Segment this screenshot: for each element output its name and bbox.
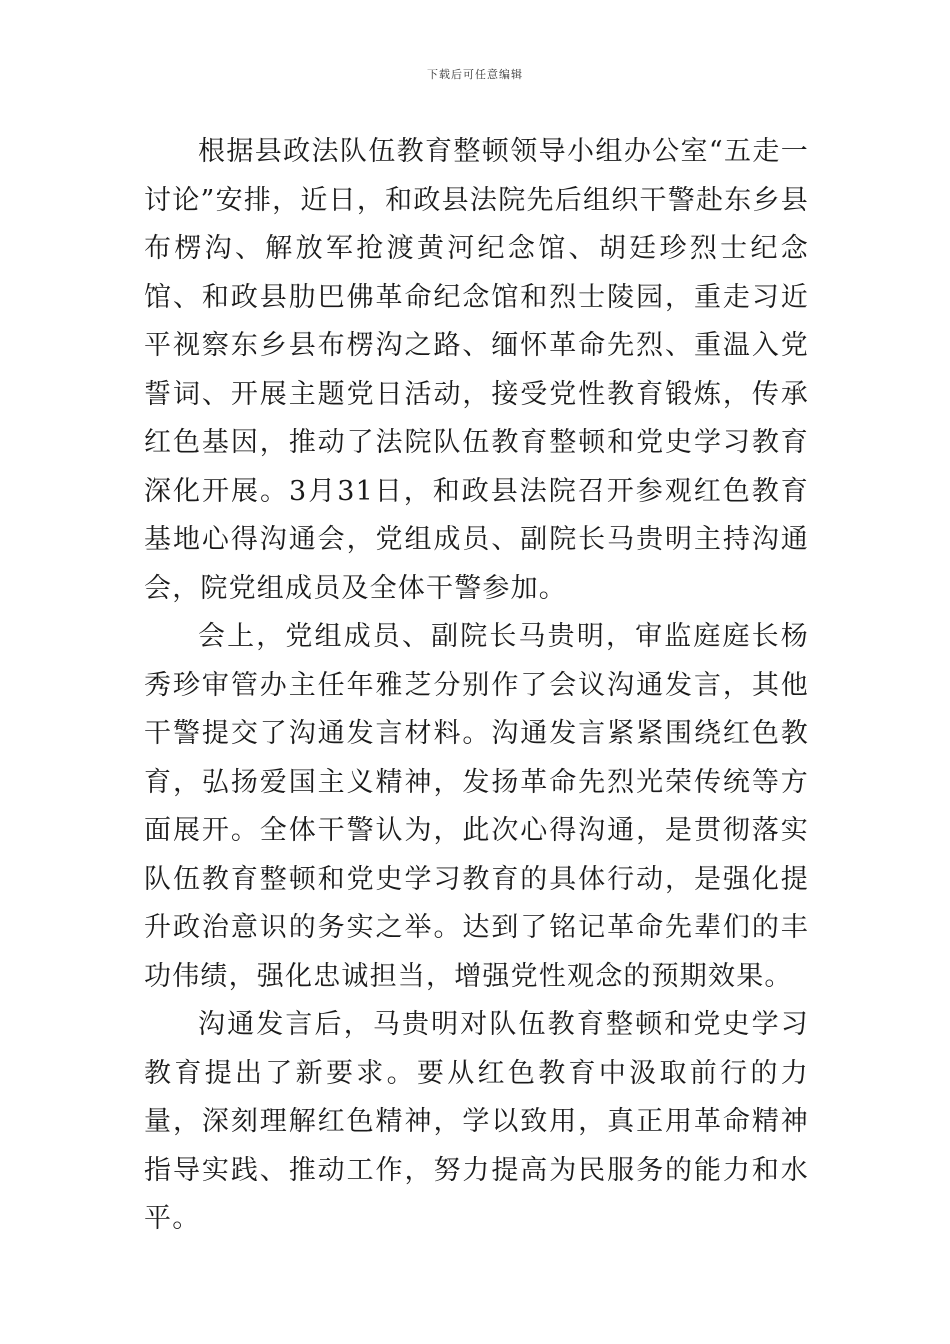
page-header-note: 下载后可任意编辑 [427,68,523,81]
article-body [144,128,809,1244]
paragraph-1: 根据县政法队伍教育整顿领导小组办公室“五走一讨论”安排，近日，和政县法院先后组织干警赴东乡县布楞沟、解放军抢渡黄河纪念馆、胡廷珍烈士纪念馆、和政县肋巴佛革命纪念馆和烈士陵园，重走习近平视察东乡县布楞沟之路、缅怀革命先烈、重温入党誓词、开展主题党日活动，接受党性教育锻炼，传承红色基因，推动了法院队伍教育整顿和党史学习教育深化开展。3月31日，和政县法院召开参观红色教育基地心得沟通会，党组成员、副院长马贵明主持沟通会，院党组成员及全体干警参加。 [144,136,809,604]
paragraph-3: 沟通发言后，马贵明对队伍教育整顿和党史学习教育提出了新要求。要从红色教育中汲取前行的力量，深刻理解红色精神，学以致用，真正用革命精神指导实践、推动工作，努力提高为民服务的能力和水平。 [144,1009,809,1234]
paragraph-2: 会上，党组成员、副院长马贵明，审监庭庭长杨秀珍审管办主任年雅芝分别作了会议沟通发言，其他干警提交了沟通发言材料。沟通发言紧紧围绕红色教育，弘扬爱国主义精神，发扬革命先烈光荣传统等方面展开。全体干警认为，此次心得沟通，是贯彻落实队伍教育整顿和党史学习教育的具体行动，是强化提升政治意识的务实之举。达到了铭记革命先辈们的丰功伟绩，强化忠诚担当，增强党性观念的预期效果。 [144,621,809,992]
